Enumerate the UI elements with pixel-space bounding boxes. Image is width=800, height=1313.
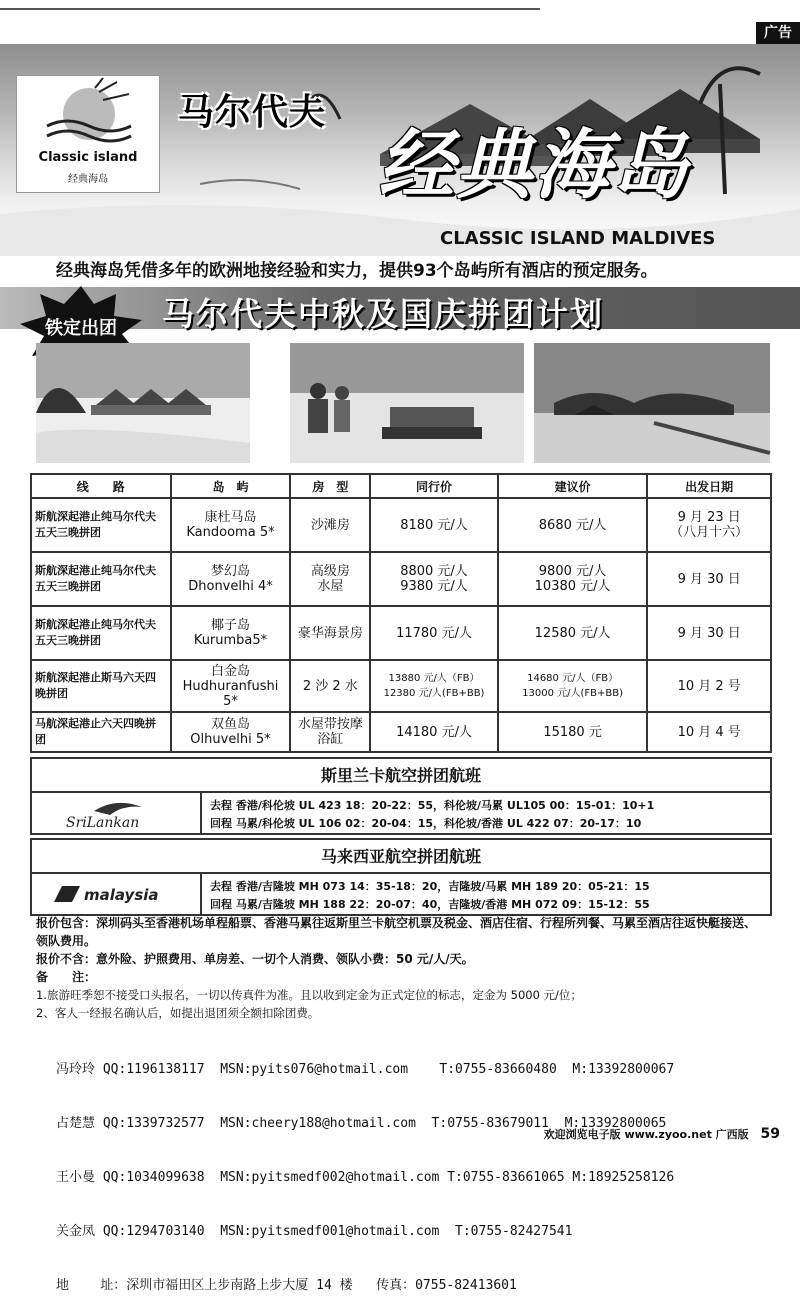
malaysia-brand-text: malaysia — [84, 886, 159, 904]
island-cell: 椰子岛 Kurumba5* — [171, 606, 291, 660]
price-include: 报价包含：深圳码头至香港机场单程船票、香港马累往返斯里兰卡航空机票及税金、酒店住宿、行程所列餐、马累至酒店往返快艇接送、领队费用。 — [36, 916, 757, 948]
room-cell: 沙滩房 — [290, 498, 370, 552]
contact-line: 占楚慧 QQ:1339732577 MSN:cheery188@hotmail.com T:0755-83679011 M:13392800065 — [56, 1116, 667, 1131]
banner-title-maldives: 马尔代夫 — [178, 92, 327, 133]
peer-price-cell: 13880 元/人（FB） 12380 元/人(FB+BB) — [370, 660, 498, 712]
route-cell: 马航深起港止六天四晚拼团 — [31, 712, 171, 752]
flight-section-title: 斯里兰卡航空拼团航班 — [32, 759, 770, 793]
table-header-row — [31, 474, 771, 498]
return-flight: 回程 马累/吉隆坡 MH 188 22：20-07：40，吉隆坡/香港 MH 072 09：15-12：55 — [210, 898, 650, 911]
price-table — [30, 473, 772, 753]
peer-price-cell: 11780 元/人 — [370, 606, 498, 660]
remark-label: 备 注： — [36, 970, 97, 984]
suggested-price-cell: 14680 元/人（FB） 13000 元/人(FB+BB) — [498, 660, 648, 712]
malaysia-logo — [32, 874, 202, 914]
outbound-flight: 去程 香港/科伦坡 UL 423 18：20-22：55，科伦坡/马累 UL105 00：15-01：10+1 — [210, 799, 655, 812]
remark-1: 1.旅游旺季恕不接受口头报名，一切以传真件为准。且以收到定金为正式定位的标志，定金为 5000 元/位； — [36, 988, 582, 1002]
srilankan-peacock-icon — [32, 793, 198, 833]
room-cell: 高级房 水屋 — [290, 552, 370, 606]
header-suggested-price: 建议价 — [498, 474, 648, 498]
flight-row — [32, 874, 770, 914]
logo-english: Classic island — [38, 150, 138, 165]
table-row — [31, 712, 771, 752]
header-island: 岛 屿 — [171, 474, 291, 498]
route-cell: 斯航深起港止斯马六天四晚拼团 — [31, 660, 171, 712]
suggested-price-cell: 15180 元 — [498, 712, 648, 752]
ad-tag: 广告 — [756, 22, 800, 44]
suggested-price-cell: 12580 元/人 — [498, 606, 648, 660]
island-cell: 梦幻岛 Dhonvelhi 4* — [171, 552, 291, 606]
header-room: 房 型 — [290, 474, 370, 498]
suggested-price-cell: 9800 元/人 10380 元/人 — [498, 552, 648, 606]
date-cell: 10 月 4 号 — [647, 712, 771, 752]
contact-line: 冯玲玲 QQ:1196138117 MSN:pyits076@hotmail.com T:0755-83660480 M:13392800067 — [56, 1062, 675, 1077]
peer-price-cell: 8800 元/人 9380 元/人 — [370, 552, 498, 606]
island-cell: 双鱼岛 Olhuvelhi 5* — [171, 712, 291, 752]
price-exclude: 报价不含：意外险、护照费用、单房差、一切个人消费、领队小费：50 元/人/天。 — [36, 952, 474, 966]
island-cell: 康杜马岛 Kandooma 5* — [171, 498, 291, 552]
peer-price-cell: 8180 元/人 — [370, 498, 498, 552]
table-row — [31, 498, 771, 552]
date-cell: 10 月 2 号 — [647, 660, 771, 712]
srilankan-logo — [32, 793, 202, 833]
table-row — [31, 606, 771, 660]
malaysia-flights — [30, 838, 772, 916]
room-cell: 水屋带按摩浴缸 — [290, 712, 370, 752]
remark-2: 2、客人一经报名确认后，如提出退团须全额扣除团费。 — [36, 1006, 320, 1020]
banner-subtitle: CLASSIC ISLAND MALDIVES — [440, 228, 716, 249]
contact-line: 王小曼 QQ:1034099638 MSN:pyitsmedf002@hotmail.com T:0755-83661065 M:18925258126 — [56, 1170, 675, 1185]
intro-text: 经典海岛凭借多年的欧洲地接经验和实力，提供93个岛屿所有酒店的预定服务。 — [56, 261, 658, 281]
island-cell: 白金岛 Hudhuranfushi 5* — [171, 660, 291, 712]
malaysia-airlines-icon — [32, 874, 198, 914]
footer-text: 欢迎浏览电子版 www.zyoo.net 广西版 — [543, 1128, 749, 1141]
srilankan-brand-text: SriLankan — [66, 815, 140, 831]
return-flight: 回程 马累/科伦坡 UL 106 02：20-04：15，科伦坡/香港 UL 422 07：20-17：10 — [210, 817, 642, 830]
contact-line: 关金凤 QQ:1294703140 MSN:pyitsmedf001@hotmail.com T:0755-82427541 — [56, 1224, 573, 1239]
section-title: 马尔代夫中秋及国庆拼团计划 — [162, 295, 605, 333]
table-row — [31, 660, 771, 712]
flight-section-title: 马来西亚航空拼团航班 — [32, 840, 770, 874]
route-cell: 斯航深起港止纯马尔代夫五天三晚拼团 — [31, 606, 171, 660]
logo-chinese: 经典海岛 — [68, 174, 108, 185]
header-peer-price: 同行价 — [370, 474, 498, 498]
route-cell: 斯航深起港止纯马尔代夫五天三晚拼团 — [31, 498, 171, 552]
photo-water-villas — [534, 343, 770, 463]
header-route: 线 路 — [31, 474, 171, 498]
sun-wave-logo-icon — [37, 82, 141, 150]
notes — [36, 914, 766, 1022]
contacts — [56, 1025, 674, 1313]
top-rule — [0, 8, 540, 10]
room-cell: 豪华海景房 — [290, 606, 370, 660]
company-logo — [16, 75, 160, 193]
date-cell: 9 月 30 日 — [647, 606, 771, 660]
photo-beach-huts — [36, 343, 250, 463]
badge-text: 铁定出团 — [45, 318, 117, 339]
date-cell: 9 月 23 日 （八月十六） — [647, 498, 771, 552]
photo-couple-dining — [290, 343, 524, 463]
table-row — [31, 552, 771, 606]
page-number: 59 — [760, 1126, 780, 1142]
banner-title-classic-island: 经典海岛 — [378, 120, 690, 209]
header-date: 出发日期 — [647, 474, 771, 498]
flight-row — [32, 793, 770, 833]
outbound-flight: 去程 香港/吉隆坡 MH 073 14：35-18：20，吉隆坡/马累 MH 189 20：05-21：15 — [210, 880, 650, 893]
peer-price-cell: 14180 元/人 — [370, 712, 498, 752]
suggested-price-cell: 8680 元/人 — [498, 498, 648, 552]
srilankan-flights — [30, 757, 772, 835]
address-line: 地 址：深圳市福田区上步南路上步大厦 14 楼 传真：0755-82413601 — [56, 1278, 517, 1293]
page-footer — [544, 1126, 780, 1142]
price-table-wrapper — [30, 473, 772, 753]
route-cell: 斯航深起港止纯马尔代夫五天三晚拼团 — [31, 552, 171, 606]
room-cell: 2 沙 2 水 — [290, 660, 370, 712]
date-cell: 9 月 30 日 — [647, 552, 771, 606]
